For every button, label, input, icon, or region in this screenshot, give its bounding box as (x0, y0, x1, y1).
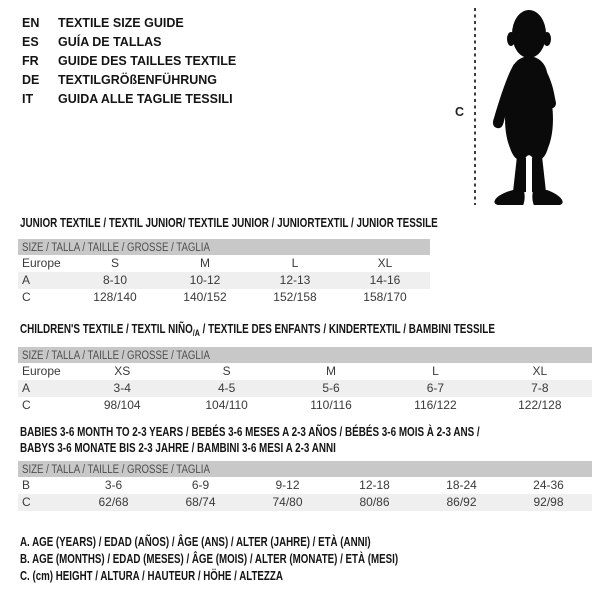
language-label: GUIDA ALLE TAGLIE TESSILI (58, 92, 233, 106)
language-label: GUÍA DE TALLAS (58, 35, 162, 49)
babies-title-line1: BABIES 3-6 MONTH TO 2-3 YEARS / BEBÉS 3-6 MESES A 2-3 AÑOS / BÉBÉS 3-6 MOIS À 2-3 ANS / (20, 425, 480, 439)
table-cell: 3-6 (104, 478, 123, 492)
table-cell: 110/116 (310, 398, 352, 412)
row-label: Europe (22, 364, 61, 378)
table-size-header (18, 461, 592, 477)
children-title-pre: CHILDREN'S TEXTILE / TEXTIL NIÑO (20, 322, 193, 336)
table-cell: 12-13 (279, 273, 311, 287)
table-size-header (18, 347, 592, 363)
language-label: TEXTILE SIZE GUIDE (58, 16, 184, 30)
table-size-header-text: SIZE / TALLA / TAILLE / GRÖSSE / TAGLIA (22, 350, 210, 362)
language-row (22, 90, 236, 109)
table-cell: 8-10 (102, 273, 128, 287)
table-cell: 152/158 (273, 290, 317, 304)
children-size-table (18, 347, 592, 414)
language-label: GUIDE DES TAILLES TEXTILE (58, 54, 237, 68)
row-label: C (22, 398, 31, 412)
table-cell: 6-7 (426, 381, 445, 395)
table-cell: 128/140 (93, 290, 137, 304)
language-code: IT (22, 92, 34, 106)
note-line: C. (cm) HEIGHT / ALTURA / HAUTEUR / HÖHE / ALTEZZA (20, 569, 283, 583)
table-cell: M (326, 364, 337, 378)
table-size-header-text: SIZE / TALLA / TAILLE / GRÖSSE / TAGLIA (22, 464, 210, 476)
table-cell: 86/92 (446, 495, 477, 509)
language-row (22, 52, 236, 71)
table-cell: S (222, 364, 231, 378)
table-cell: S (110, 256, 119, 270)
children-table-title (20, 322, 495, 338)
children-title-post: / TEXTILE DES ENFANTS / KINDERTEXTIL / BAMBINI TESSILE (199, 322, 495, 336)
table-cell: 74/80 (272, 495, 303, 509)
row-label: A (22, 381, 31, 395)
language-row (22, 33, 236, 52)
junior-size-table (18, 239, 430, 306)
table-cell: 12-18 (359, 478, 390, 492)
toddler-silhouette-icon (483, 8, 571, 205)
table-cell: 14-16 (369, 273, 401, 287)
table-cell: 116/122 (414, 398, 457, 412)
table-cell: 7-8 (531, 381, 549, 395)
table-row (18, 272, 430, 289)
language-label: TEXTILGRÖßENFÜHRUNG (58, 73, 218, 87)
row-label: C (22, 290, 31, 304)
table-cell: 104/110 (205, 398, 248, 412)
language-code: DE (22, 73, 40, 87)
table-size-header (18, 239, 430, 255)
table-row (18, 397, 592, 414)
table-row (18, 289, 430, 306)
language-list (22, 14, 236, 109)
table-row (18, 363, 592, 380)
table-cell: 6-9 (191, 478, 210, 492)
table-cell: 80/86 (359, 495, 390, 509)
language-row (22, 71, 236, 90)
row-label: A (22, 273, 31, 287)
table-row (18, 494, 592, 511)
table-size-header-text: SIZE / TALLA / TAILLE / GRÖSSE / TAGLIA (22, 242, 210, 254)
note-line: A. AGE (YEARS) / EDAD (AÑOS) / ÂGE (ANS) / ALTER (JAHRE) / ETÀ (ANNI) (20, 535, 371, 549)
row-label: B (22, 478, 31, 492)
table-cell: L (432, 364, 439, 378)
table-cell: L (291, 256, 299, 270)
table-cell: 62/68 (98, 495, 129, 509)
table-cell: 122/128 (518, 398, 562, 412)
table-row (18, 255, 430, 272)
table-cell: 140/152 (183, 290, 227, 304)
table-cell: 18-24 (446, 478, 477, 492)
table-row (18, 477, 592, 494)
babies-title-line2: BABYS 3-6 MONATE BIS 2-3 JAHRE / BAMBINI 3-6 MESI A 2-3 ANNI (20, 441, 336, 455)
table-cell: 5-6 (322, 381, 340, 395)
language-code: EN (22, 16, 40, 30)
table-cell: 9-12 (275, 478, 300, 492)
table-cell: XS (114, 364, 131, 378)
table-cell: 3-4 (113, 381, 131, 395)
table-cell: M (200, 256, 210, 270)
table-cell: XL (377, 256, 393, 270)
row-label: C (22, 495, 31, 509)
junior-table-title: JUNIOR TEXTILE / TEXTIL JUNIOR/ TEXTILE JUNIOR / JUNIORTEXTIL / JUNIOR TESSILE (20, 216, 438, 230)
table-cell: 4-5 (217, 381, 236, 395)
babies-size-table (18, 461, 592, 511)
notes-list (20, 534, 505, 585)
language-code: ES (22, 35, 39, 49)
language-row (22, 14, 236, 33)
height-marker-label: C (455, 105, 465, 119)
table-cell: 24-36 (533, 478, 564, 492)
height-measure-dashed-line (474, 8, 476, 205)
children-title-sub: /A (192, 328, 200, 338)
table-cell: 10-12 (189, 273, 221, 287)
table-row (18, 380, 592, 397)
babies-table-title (20, 424, 480, 456)
table-cell: 98/104 (103, 398, 141, 412)
language-code: FR (22, 54, 39, 68)
table-cell: 92/98 (533, 495, 564, 509)
row-label: Europe (22, 256, 61, 270)
table-cell: 68/74 (185, 495, 216, 509)
note-line: B. AGE (MONTHS) / EDAD (MESES) / ÂGE (MOIS) / ALTER (MONATE) / ETÀ (MESI) (20, 552, 399, 566)
table-cell: 158/170 (363, 290, 407, 304)
table-cell: XL (532, 364, 548, 378)
